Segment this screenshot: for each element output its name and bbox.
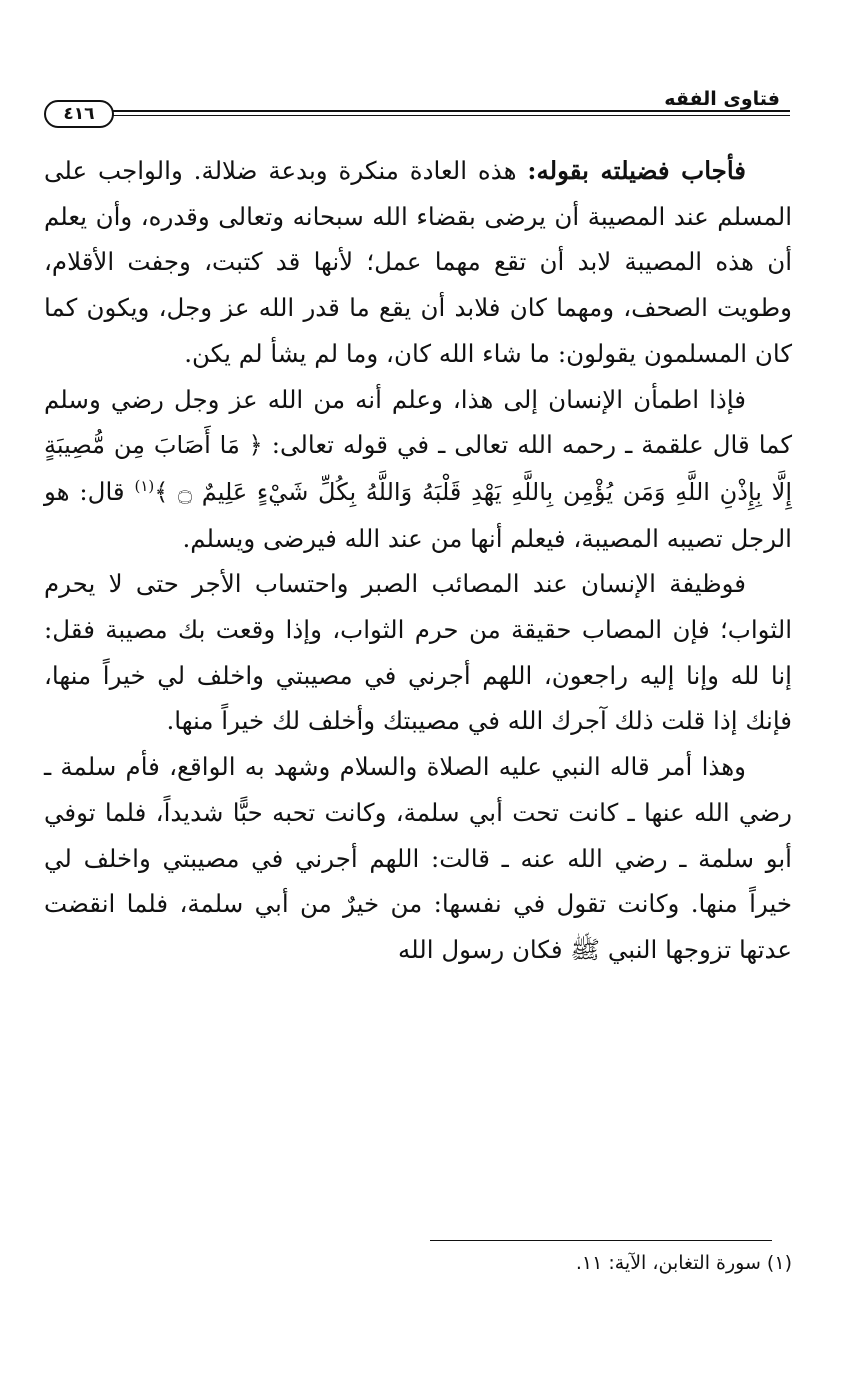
paragraph-text: وهذا أمر قاله النبي عليه الصلاة والسلام وشهد به الواقع، فأم سلمة ـ رضي الله عنها ـ كانت تحت أبي سلمة، وكانت تحبه حبًّا شديداً، فلما توفي أبو سلمة ـ رضي الله عنه ـ قالت: اللهم أجرني في مصيبتي واخلف لي خيراً منها. وكانت تقول في نفسها: من خيرٌ من أبي سلمة، فلما انقضت عدتها تزوجها النبي ﷺ فكان رسول الله	[44, 752, 792, 964]
page-header	[44, 86, 790, 130]
answer-lead: فأجاب فضيلته بقوله:	[527, 156, 747, 185]
page-number: ٤١٦	[44, 100, 114, 128]
paragraph-text: فوظيفة الإنسان عند المصائب الصبر واحتساب الأجر حتى لا يحرم الثواب؛ فإن المصاب حقيقة من حرم الثواب، وإذا وقعت بك مصيبة فقل: إنا لله وإنا إليه راجعون، اللهم أجرني في مصيبتي واخلف لي خيراً منها، فإنك إذا قلت ذلك آجرك الله في مصيبتك وأخلف لك خيراً منها.	[44, 569, 792, 736]
body-text	[44, 148, 792, 973]
paragraph-answer	[44, 148, 792, 377]
running-title: فتاوى الفقه	[664, 88, 780, 110]
paragraph-umm-salama	[44, 744, 792, 973]
footnote-rule	[430, 1240, 772, 1241]
footnote-marker: (١)	[134, 476, 155, 495]
paragraph-verse	[44, 377, 792, 562]
header-rule	[112, 110, 790, 112]
paragraph-text: هذه العادة منكرة وبدعة ضلالة. والواجب على المسلم عند المصيبة أن يرضى بقضاء الله سبحانه وتعالى وقدره، وأن يعلم أن هذه المصيبة لابد أن تقع مهما عمل؛ لأنها قد كتبت، وجفت الأقلام، وطويت الصحف، ومهما كان فلابد أن يقع ما قدر الله عز وجل، ويكون كما كان المسلمون يقولون: ما شاء الله كان، وما لم يشأ لم يكن.	[44, 156, 792, 368]
paragraph-patience	[44, 561, 792, 744]
footnote: (١) سورة التغابن، الآية: ١١.	[575, 1252, 792, 1274]
paragraph-text: فإذا اطمأن الإنسان إلى هذا، وعلم أنه من الله عز وجل رضي وسلم كما قال علقمة ـ رحمه الله تعالى ـ في قوله تعالى:	[44, 384, 793, 460]
paragraph-text: قال: هو الرجل تصيبه المصيبة، فيعلم أنها من عند الله فيرضى ويسلم.	[44, 476, 792, 553]
quran-verse: ﴿ مَا أَصَابَ مِن مُّصِيبَةٍ إِلَّا بِإِذْنِ اللَّهِ وَمَن يُؤْمِن بِاللَّهِ يَهْدِ قَلْبَهُ وَاللَّهُ بِكُلِّ شَيْءٍ عَلِيمٌ ۝ ﴾	[44, 431, 792, 506]
header-rule-thin	[112, 115, 790, 116]
